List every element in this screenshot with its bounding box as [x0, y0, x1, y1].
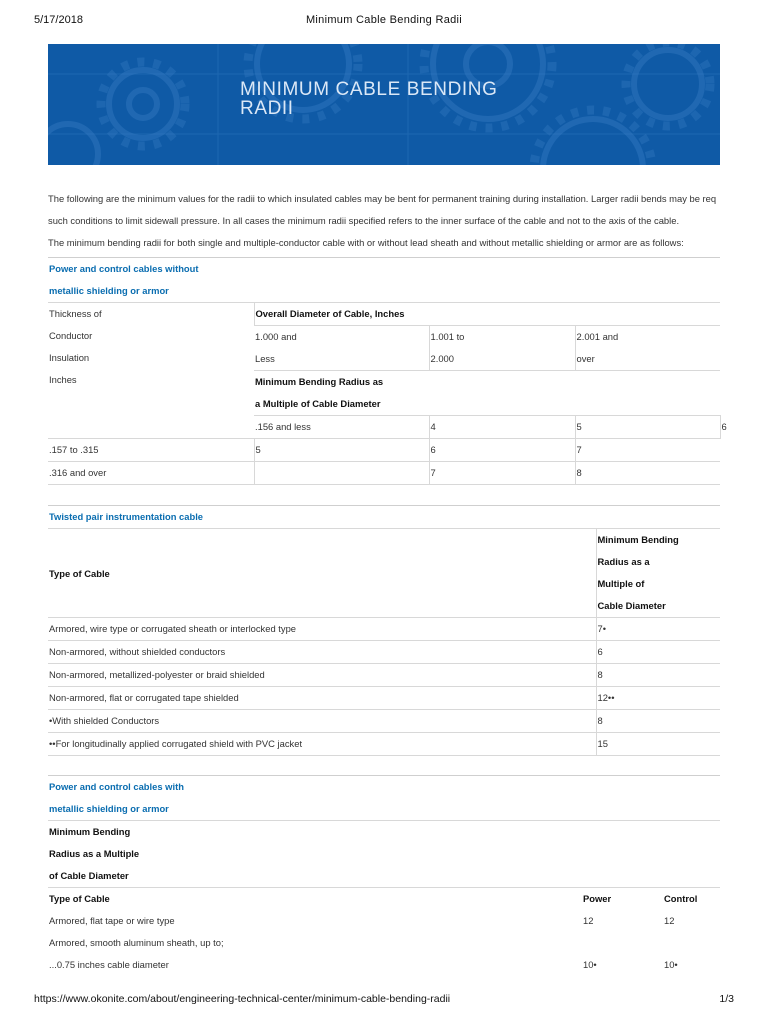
- table-row: [48, 641, 720, 664]
- table-caption: Minimum Bending Radius as a Multiple of Cable Diameter: [48, 821, 720, 888]
- table-row: [48, 687, 720, 710]
- section-power-control-without-shielding: [48, 257, 727, 485]
- diameter-col-2: 1.001 to 2.000: [429, 326, 575, 371]
- table-cell: 6: [596, 641, 720, 664]
- row-label: .157 to .315: [48, 439, 254, 462]
- page-count: 1/3: [719, 993, 734, 1005]
- power-header: Power: [582, 888, 663, 911]
- cable-type: Armored, wire type or corrugated sheath or interlocked type: [48, 618, 596, 641]
- section-heading-line-2: metallic shielding or armor: [49, 285, 169, 296]
- stub-header-line: Insulation: [49, 352, 90, 363]
- section-heading: [48, 257, 720, 302]
- row-label: .156 and less: [254, 416, 429, 439]
- intro-paragraph-1a: The following are the minimum values for the radii to which insulated cables may be bent for permanent training during installation. Larger radii bends may be req: [48, 193, 717, 204]
- footnote: •With shielded Conductors: [48, 710, 596, 733]
- table-cell: 12: [664, 915, 675, 926]
- cable-type: Armored, smooth aluminum sheath, up to;: [49, 937, 224, 948]
- table-cell: [663, 932, 720, 954]
- table-row: [48, 439, 720, 462]
- table-row: [48, 910, 720, 932]
- hero-banner: [48, 44, 720, 165]
- table-cell: 8: [596, 710, 720, 733]
- cable-type: Non-armored, without shielded conductors: [48, 641, 596, 664]
- table-cell: 7: [429, 462, 575, 485]
- section-heading-line-1: Power and control cables with: [49, 781, 184, 792]
- table-cell: 15: [596, 733, 720, 756]
- table-row: [48, 462, 720, 485]
- stub-header-line: Thickness of: [49, 308, 102, 319]
- group-header: Overall Diameter of Cable, Inches: [254, 303, 720, 326]
- subheader: Minimum Bending Radius as a Multiple of Cable Diameter: [254, 371, 720, 416]
- table-cell: [582, 932, 663, 954]
- table-cell: 5: [254, 439, 429, 462]
- intro-paragraph-1b: such conditions to limit sidewall pressure. In all cases the minimum radii specified refers to the inner surface of the cable and not to the axis of the cable.: [48, 215, 680, 226]
- section-heading-line-1: Twisted pair instrumentation cable: [49, 511, 204, 522]
- print-header: [0, 14, 768, 32]
- table-cell: [254, 462, 429, 485]
- control-header: Control: [663, 888, 720, 911]
- page-title: [240, 80, 540, 118]
- footnote: ••For longitudinally applied corrugated shield with PVC jacket: [48, 733, 596, 756]
- intro-paragraph-2: The minimum bending radii for both single and multiple-conductor cable with or without lead sheath and without metallic shielding or armor are as follows:: [48, 237, 684, 248]
- cable-type: ...0.75 inches cable diameter: [49, 959, 169, 970]
- print-title: Minimum Cable Bending Radii: [305, 14, 463, 26]
- shielded-cable-table: [48, 820, 720, 976]
- table-cell: 8: [596, 664, 720, 687]
- section-heading-line-1: Power and control cables without: [49, 263, 199, 274]
- table-cell: 6: [429, 439, 575, 462]
- table-cell: 12••: [596, 687, 720, 710]
- stub-header: [48, 303, 254, 439]
- min-bending-header: Minimum Bending Radius as a Multiple of Cable Diameter: [596, 529, 720, 618]
- table-row: [48, 664, 720, 687]
- table-cell: 5: [575, 416, 720, 439]
- section-heading: [48, 775, 720, 820]
- stub-header-line: Conductor: [49, 330, 93, 341]
- table-row: [48, 733, 720, 756]
- cable-type: Non-armored, flat or corrugated tape shielded: [48, 687, 596, 710]
- section-heading: [48, 505, 720, 528]
- table-cell: 12: [583, 915, 594, 926]
- section-heading-line-2: metallic shielding or armor: [49, 803, 169, 814]
- table-row: [48, 618, 720, 641]
- table-row: .156 and less 4 5 6: [48, 416, 720, 439]
- stub-header-line: Inches: [49, 374, 77, 385]
- table-cell: 7•: [596, 618, 720, 641]
- row-label: .316 and over: [48, 462, 254, 485]
- table-cell: 7: [575, 439, 720, 462]
- table-cell: 4: [429, 416, 575, 439]
- type-of-cable-header: Type of Cable: [48, 529, 596, 618]
- page-title-line-2: RADII: [240, 98, 294, 119]
- table-cell: 8: [575, 462, 720, 485]
- section-power-control-with-shielding: [48, 775, 720, 976]
- section-twisted-pair: [48, 505, 720, 756]
- bending-radius-table: [48, 302, 727, 485]
- table-row: [48, 932, 720, 954]
- page-title-line-1: MINIMUM CABLE BENDING: [240, 79, 498, 100]
- diameter-col-3: 2.001 and over: [575, 326, 720, 371]
- table-cell: 10•: [664, 959, 678, 970]
- table-cell: 10•: [583, 959, 597, 970]
- twisted-pair-table: [48, 528, 720, 756]
- cable-type: Non-armored, metallized-polyester or braid shielded: [48, 664, 596, 687]
- page-url: https://www.okonite.com/about/engineering-technical-center/minimum-cable-bending-radii: [34, 993, 451, 1005]
- intro-text: [48, 188, 720, 254]
- type-of-cable-header: Type of Cable: [48, 888, 582, 911]
- print-date: 5/17/2018: [34, 14, 83, 26]
- table-row: [48, 954, 720, 976]
- table-row: [48, 710, 720, 733]
- diameter-col-1: 1.000 and Less: [254, 326, 429, 371]
- cable-type: Armored, flat tape or wire type: [49, 915, 175, 926]
